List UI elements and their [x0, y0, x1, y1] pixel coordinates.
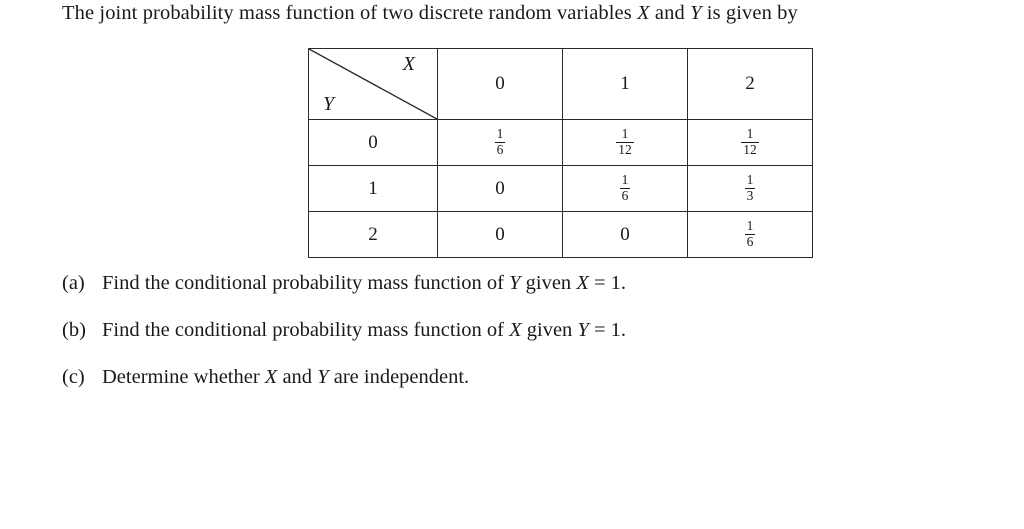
fraction-denominator: 6 — [621, 188, 629, 203]
fraction-numerator: 1 — [621, 172, 629, 188]
table-cell-0-1 — [563, 120, 688, 166]
question-label: (c) — [62, 366, 85, 388]
fraction-denominator: 3 — [746, 188, 754, 203]
questions-list — [62, 272, 962, 413]
table-cell-2-1 — [563, 212, 688, 258]
math-variable: Y — [690, 2, 702, 24]
text-run: are independent. — [328, 366, 470, 388]
fraction-denominator: 12 — [618, 142, 632, 157]
fraction-denominator: 6 — [746, 234, 754, 249]
math-variable: X — [509, 319, 522, 341]
row-header-2: 2 — [309, 212, 438, 258]
text-run: The joint probability mass function of two discrete random variables — [62, 2, 638, 24]
question-item-1 — [62, 319, 962, 342]
cell-value: 0 — [495, 223, 505, 245]
fraction-numerator: 1 — [746, 218, 754, 234]
math-variable: X — [637, 2, 650, 24]
question-item-0 — [62, 272, 962, 295]
question-item-2 — [62, 366, 962, 389]
table-cell-2-2 — [688, 212, 813, 258]
text-run: Find the conditional probability mass function of — [102, 272, 510, 294]
fraction — [495, 127, 506, 157]
text-run: and — [649, 2, 691, 24]
table-corner-cell — [309, 49, 438, 120]
math-variable: Y — [317, 366, 329, 388]
fraction — [745, 219, 756, 249]
fraction-numerator: 1 — [741, 127, 759, 143]
table-row — [309, 120, 813, 166]
math-variable: Y — [509, 272, 521, 294]
table-cell-0-0 — [438, 120, 563, 166]
text-run: and — [277, 366, 318, 388]
column-header-2: 2 — [688, 49, 813, 120]
row-header-1: 1 — [309, 166, 438, 212]
fraction-numerator: 1 — [496, 126, 504, 142]
math-variable: X — [576, 272, 589, 294]
text-run: = 1. — [588, 319, 627, 341]
table-row — [309, 166, 813, 212]
table-cell-1-1 — [563, 166, 688, 212]
table-cell-1-0 — [438, 166, 563, 212]
question-label: (b) — [62, 319, 86, 341]
question-label: (a) — [62, 272, 85, 294]
table-cell-0-2 — [688, 120, 813, 166]
fraction-numerator: 1 — [746, 172, 754, 188]
problem-statement — [62, 2, 798, 25]
table-row — [309, 212, 813, 258]
table-cell-2-0 — [438, 212, 563, 258]
cell-value: 0 — [620, 223, 630, 245]
text-run: is given by — [701, 2, 798, 24]
fraction — [745, 173, 756, 203]
fraction-denominator: 12 — [743, 142, 757, 157]
joint-pmf-table — [308, 48, 813, 258]
text-run: Determine whether — [102, 366, 265, 388]
text-run: Find the conditional probability mass function of — [102, 319, 510, 341]
row-header-0: 0 — [309, 120, 438, 166]
text-run: given — [521, 319, 578, 341]
fraction — [616, 127, 634, 157]
text-run: given — [520, 272, 577, 294]
row-variable-label: Y — [323, 93, 335, 115]
table-cell-1-2 — [688, 166, 813, 212]
fraction-numerator: 1 — [616, 127, 634, 143]
column-header-1: 1 — [563, 49, 688, 120]
fraction — [620, 173, 631, 203]
cell-value: 0 — [495, 177, 505, 199]
table-header-row — [309, 49, 813, 120]
column-header-0: 0 — [438, 49, 563, 120]
text-run: = 1. — [588, 272, 627, 294]
column-variable-label: X — [402, 53, 415, 75]
math-variable: X — [264, 366, 278, 388]
math-variable: Y — [577, 319, 589, 341]
fraction — [741, 127, 759, 157]
fraction-denominator: 6 — [496, 142, 504, 157]
question-text — [102, 366, 469, 389]
question-text — [102, 319, 626, 342]
question-text — [102, 272, 626, 295]
